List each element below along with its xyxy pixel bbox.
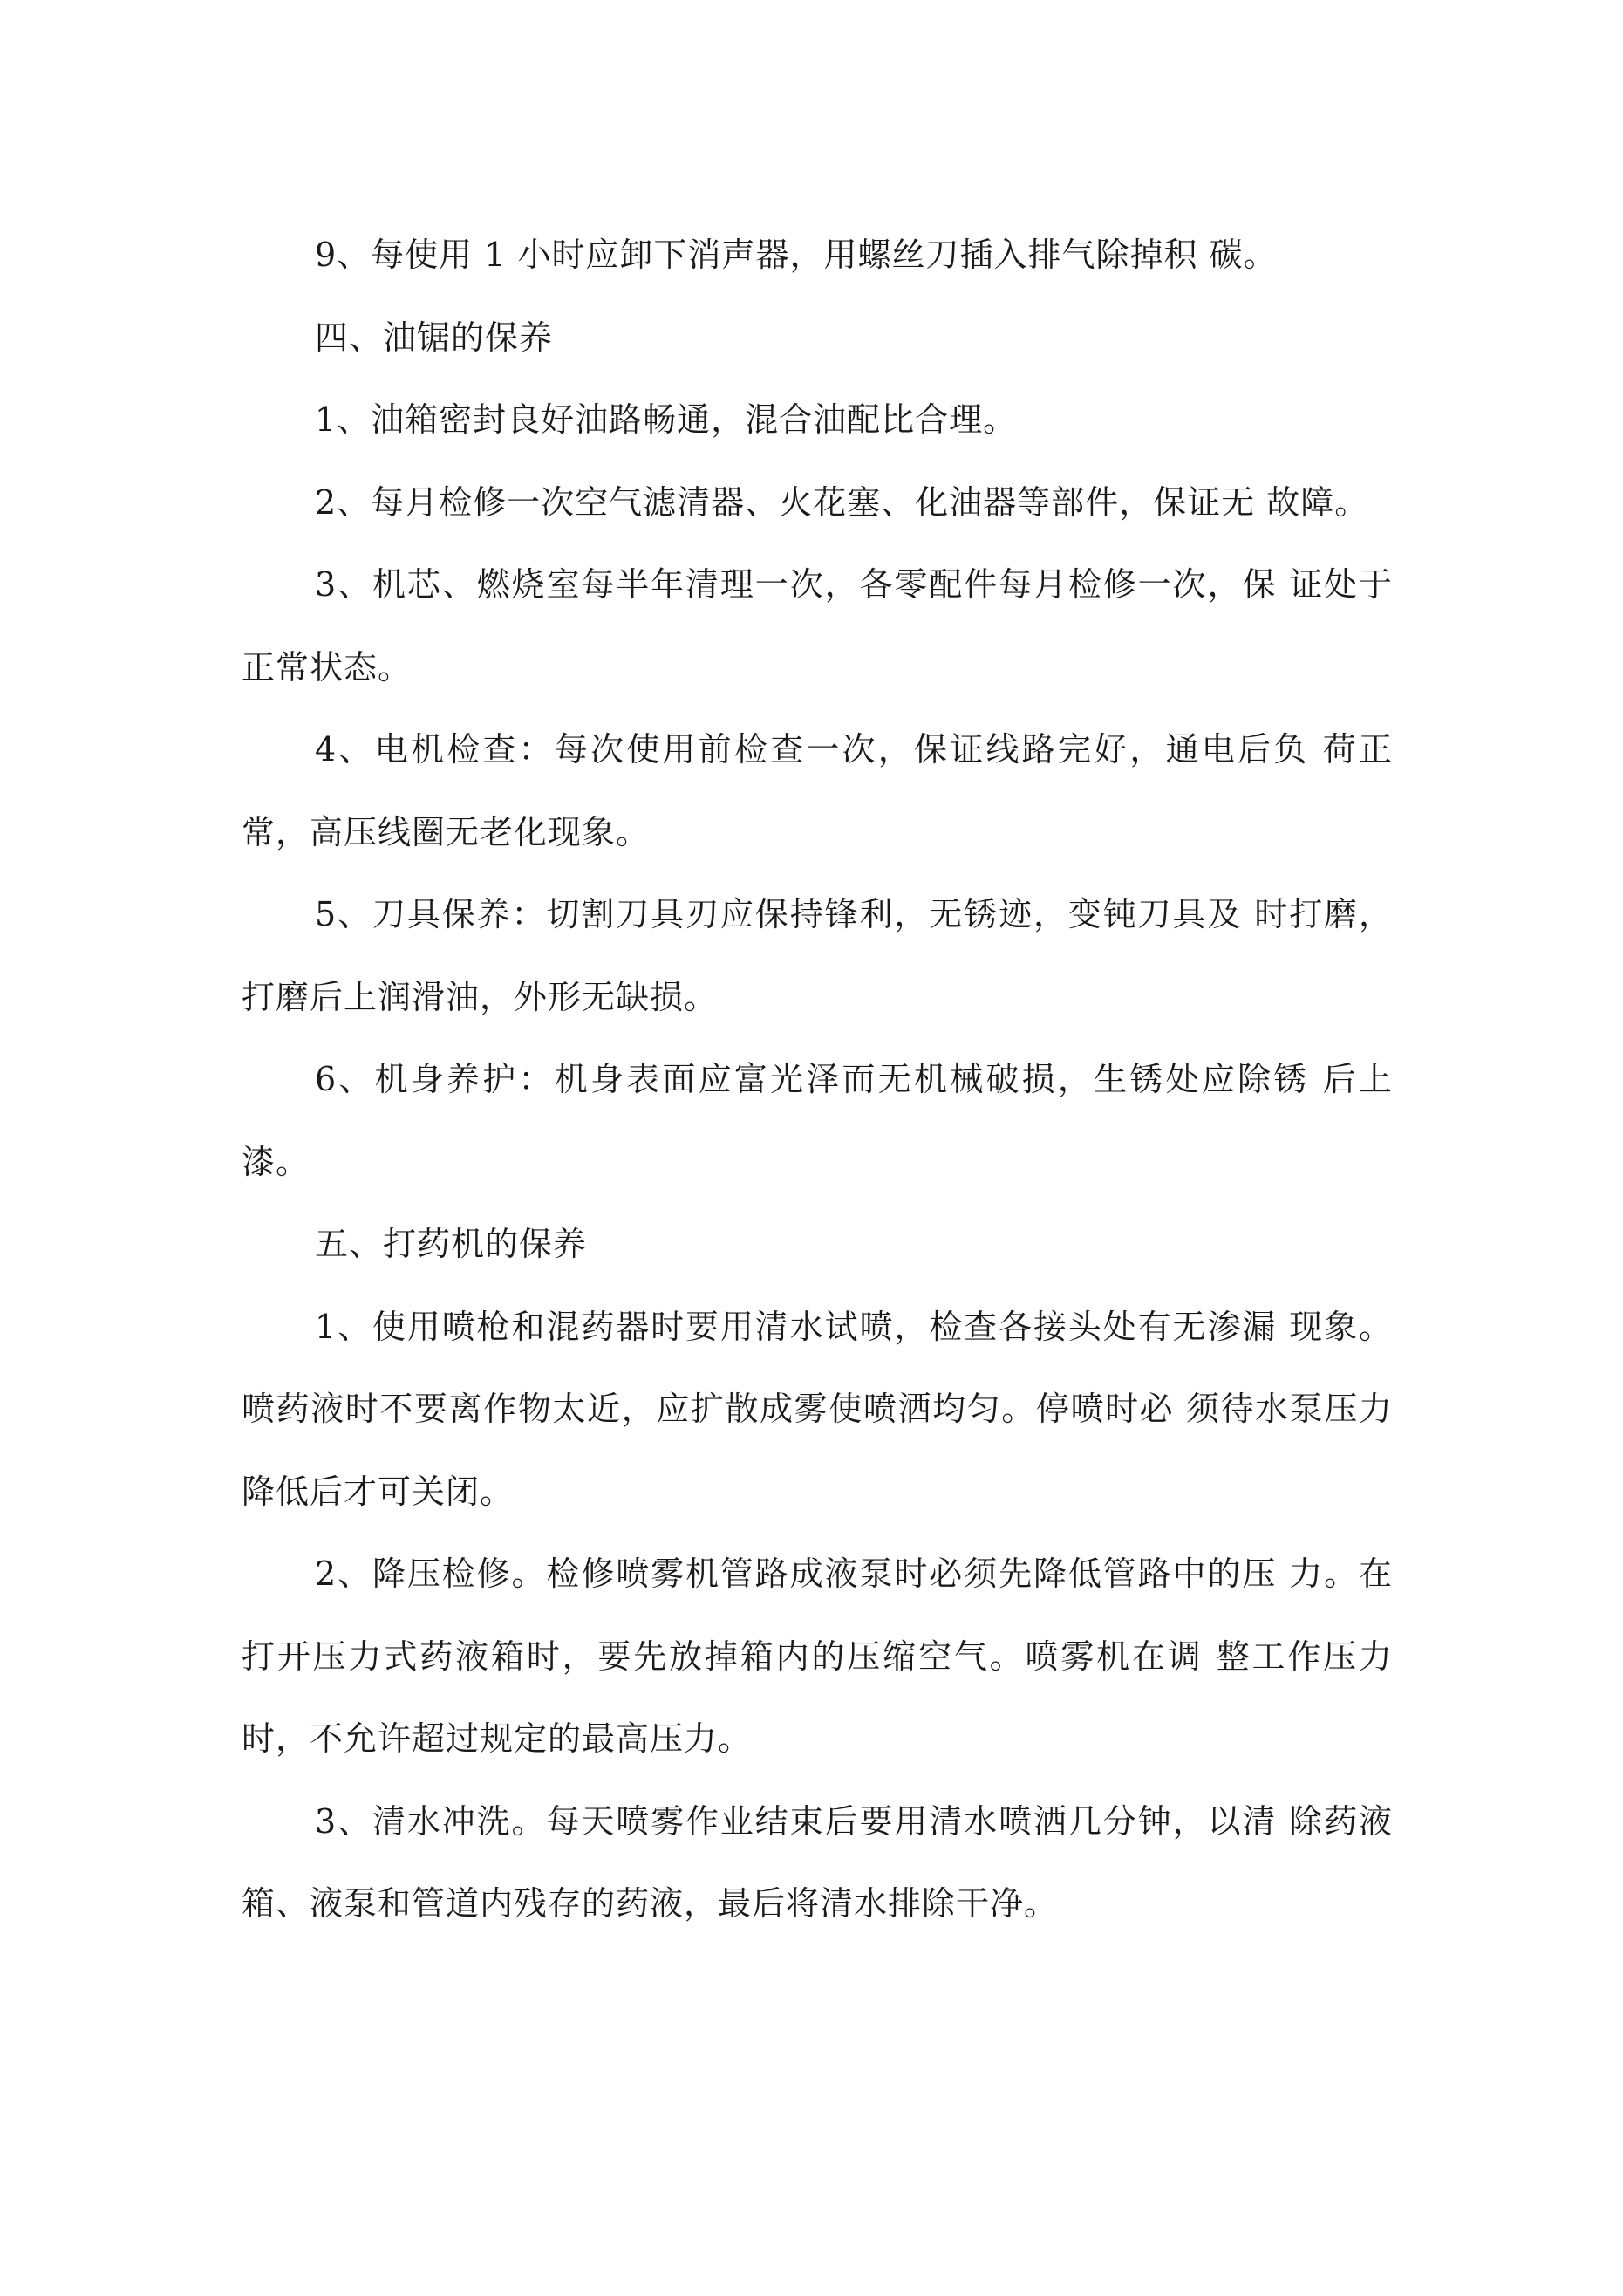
section-heading-sprayer: 五、打药机的保养 [315,1225,588,1263]
section-heading-chainsaw: 四、油锯的保养 [315,318,554,357]
paragraph-chainsaw-item-5: 5、刀具保养：切割刀具刃应保持锋利，无锈迹，变钝刀具及 时打磨，打磨后上润滑油，外形无缺损。 [242,895,1393,1016]
document-body [242,214,1393,1945]
paragraph-sprayer-item-3: 3、清水冲洗。每天喷雾作业结束后要用清水喷洒几分钟，以清 除药液箱、液泵和管道内残存的药液，最后将清水排除干净。 [242,1801,1393,1923]
paragraph-chainsaw-item-4: 4、电机检查：每次使用前检查一次，保证线路完好，通电后负 荷正常，高压线圈无老化现象。 [242,730,1393,851]
paragraph-sprayer-item-2: 2、降压检修。检修喷雾机管路成液泵时必须先降低管路中的压 力。在打开压力式药液箱时，要先放掉箱内的压缩空气。喷雾机在调 整工作压力时，不允许超过规定的最高压力。 [242,1555,1393,1758]
paragraph-maintenance-item-9: 9、每使用 1 小时应卸下消声器，用螺丝刀插入排气除掉积 碳。 [315,236,1278,274]
paragraph-chainsaw-item-6: 6、机身养护：机身表面应富光泽而无机械破损，生锈处应除锈 后上漆。 [242,1060,1393,1181]
paragraph-chainsaw-item-1: 1、油箱密封良好油路畅通，混合油配比合理。 [315,400,1018,439]
paragraph-chainsaw-item-3: 3、机芯、燃烧室每半年清理一次，各零配件每月检修一次，保 证处于正常状态。 [242,565,1393,687]
paragraph-sprayer-item-1: 1、使用喷枪和混药器时要用清水试喷，检查各接头处有无渗漏 现象。喷药液时不要离作物太近，应扩散成雾使喷洒均匀。停喷时必 须待水泵压力降低后才可关闭。 [242,1307,1393,1511]
paragraph-chainsaw-item-2: 2、每月检修一次空气滤清器、火花塞、化油器等部件，保证无 故障。 [315,482,1369,522]
